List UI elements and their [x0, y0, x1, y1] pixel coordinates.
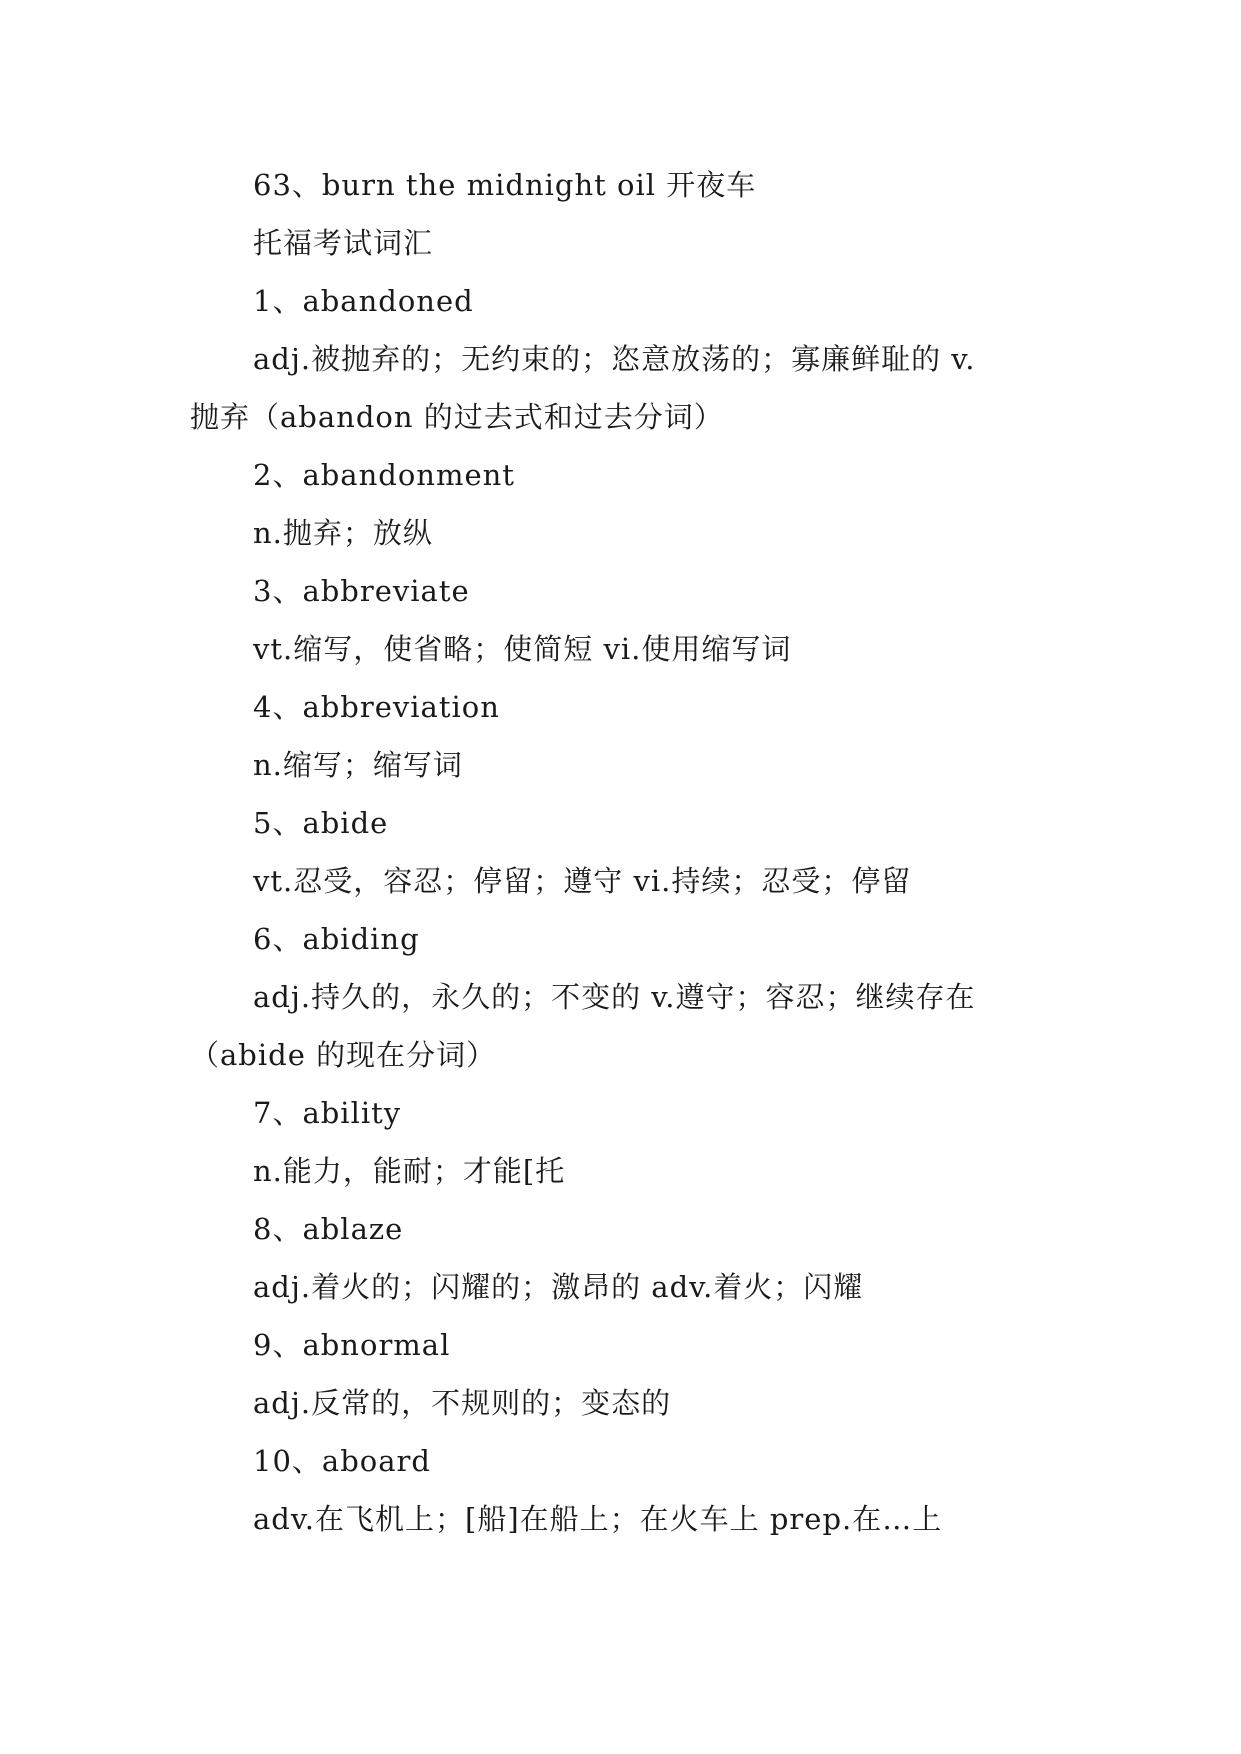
word-entry-6: 6、abiding: [253, 922, 420, 956]
definition-line: vt.忍受，容忍；停留；遵守 vi.持续；忍受；停留: [253, 864, 912, 898]
word-entry-10: 10、aboard: [253, 1444, 431, 1478]
definition-line: adj.持久的，永久的；不变的 v.遵守；容忍；继续存在: [253, 980, 976, 1014]
definition-line: n.缩写；缩写词: [253, 748, 463, 782]
word-entry-5: 5、abide: [253, 806, 389, 840]
definition-line: n.抛弃；放纵: [253, 516, 433, 550]
definition-line: vt.缩写，使省略；使简短 vi.使用缩写词: [253, 632, 792, 666]
word-entry-7: 7、ability: [253, 1096, 402, 1130]
definition-continuation: 抛弃（abandon 的过去式和过去分词）: [190, 400, 724, 434]
text-line-entry-63: 63、burn the midnight oil 开夜车: [253, 168, 757, 202]
word-entry-4: 4、abbreviation: [253, 690, 500, 724]
word-entry-8: 8、ablaze: [253, 1212, 404, 1246]
definition-continuation: （abide 的现在分词）: [190, 1038, 497, 1072]
definition-line: adj.反常的，不规则的；变态的: [253, 1386, 672, 1420]
definition-line: n.能力，能耐；才能[托: [253, 1154, 566, 1188]
word-entry-1: 1、abandoned: [253, 284, 474, 318]
section-heading: 托福考试词汇: [253, 226, 434, 260]
word-entry-9: 9、abnormal: [253, 1328, 451, 1362]
word-entry-2: 2、abandonment: [253, 458, 515, 492]
definition-line: adj.着火的；闪耀的；激昂的 adv.着火；闪耀: [253, 1270, 864, 1304]
definition-line: adv.在飞机上；[船]在船上；在火车上 prep.在…上: [253, 1502, 943, 1536]
word-entry-3: 3、abbreviate: [253, 574, 470, 608]
definition-line: adj.被抛弃的；无约束的；恣意放荡的；寡廉鲜耻的 v.: [253, 342, 976, 376]
